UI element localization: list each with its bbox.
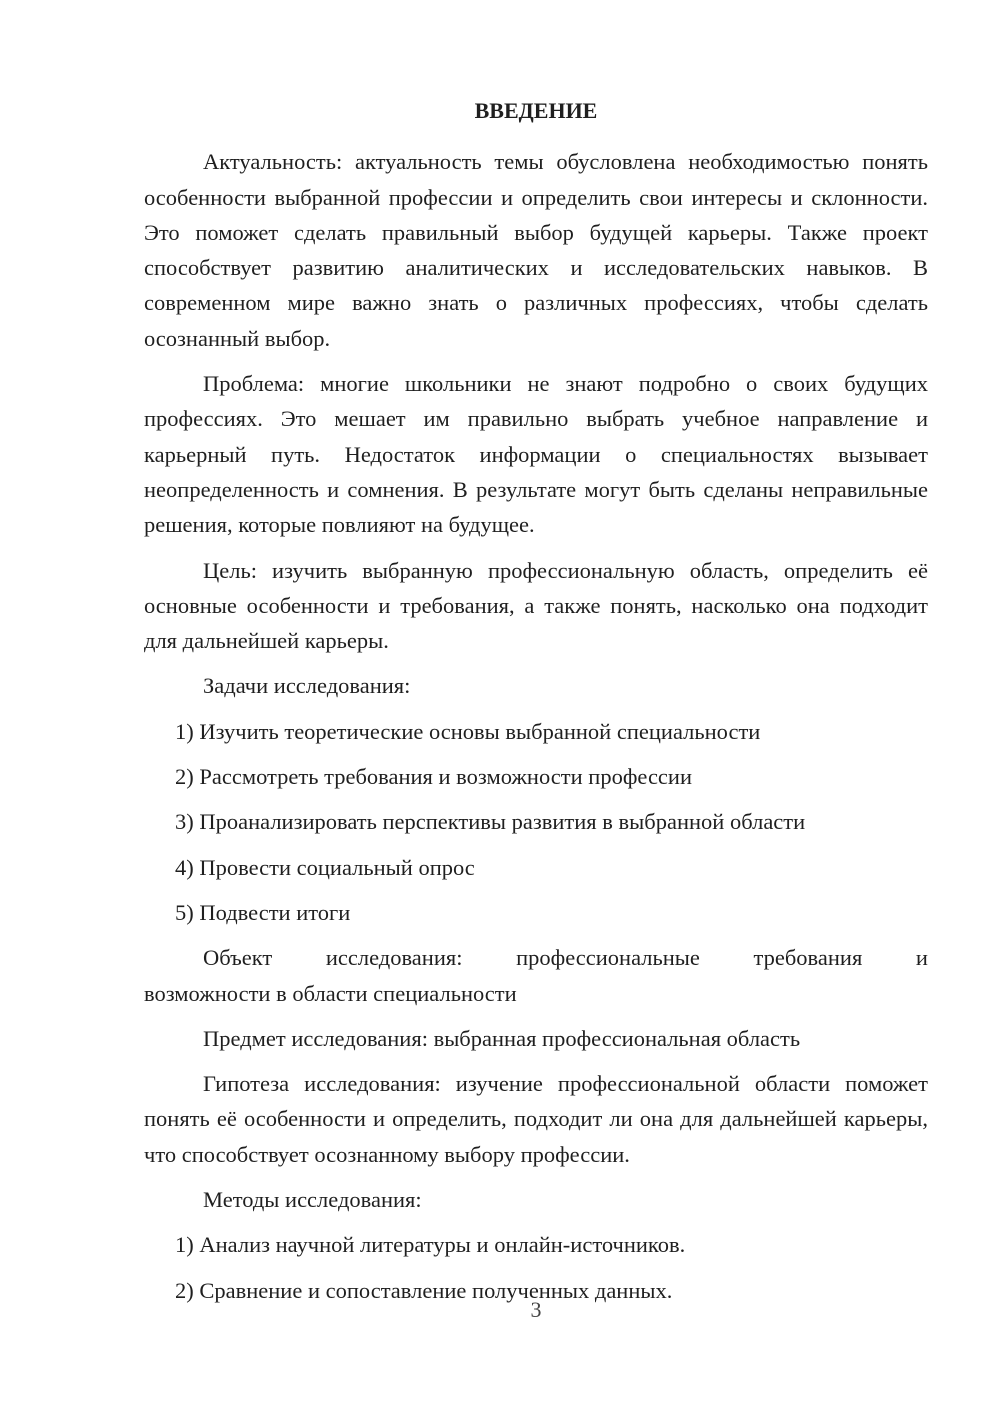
object-rest-line: возможности в области специальности (144, 980, 517, 1006)
hypothesis-paragraph: Гипотеза исследования: изучение профессиональной области поможет понять её особенности и определить, подходит ли она для дальнейшей карьеры, что способствует осознанному выбору профессии. (144, 1071, 928, 1167)
subject-line: Предмет исследования: выбранная профессиональная область (203, 1025, 801, 1051)
object-first-line (144, 940, 928, 975)
page-title: ВВЕДЕНИЕ (474, 98, 598, 123)
page-number: 3 (530, 1297, 542, 1322)
tasks-label: Задачи исследования: (203, 673, 411, 699)
object-paragraph (144, 940, 928, 1011)
object-word: исследования: (325, 945, 463, 971)
task-item: 1) Изучить теоретические основы выбранной специальности (175, 718, 761, 744)
object-word: требования (753, 945, 863, 971)
object-word: Объект (203, 945, 273, 971)
task-item: 4) Провести социальный опрос (175, 854, 475, 880)
object-word: и (915, 945, 928, 971)
method-item: 2) Сравнение и сопоставление полученных данных. (175, 1277, 673, 1303)
relevance-paragraph: Актуальность: актуальность темы обусловлена необходимостью понять особенности выбранной профессии и определить свои интересы и склонности. Это поможет сделать правильный выбор будущей карьеры. Также проект способствует развитию аналитических и исследовательских навыков. В современном мире важно знать о различных профессиях, чтобы сделать осознанный выбор. (144, 149, 928, 351)
task-item: 2) Рассмотреть требования и возможности профессии (175, 764, 692, 790)
goal-paragraph: Цель: изучить выбранную профессиональную область, определить её основные особенности и требования, а также понять, насколько она подходит для дальнейшей карьеры. (144, 557, 928, 654)
methods-label: Методы исследования: (203, 1187, 422, 1213)
task-item: 3) Проанализировать перспективы развития в выбранной области (175, 809, 806, 835)
problem-paragraph: Проблема: многие школьники не знают подробно о своих будущих профессиях. Это мешает им правильно выбрать учебное направление и карьерный путь. Недостаток информации о специальностях вызывает неопределенность и сомнения. В результате могут быть сделаны неправильные решения, которые повлияют на будущее. (144, 371, 928, 538)
object-word: профессиональные (516, 945, 700, 971)
page-content (144, 93, 928, 1318)
method-item: 1) Анализ научной литературы и онлайн-источников. (175, 1232, 686, 1258)
task-item: 5) Подвести итоги (175, 899, 351, 925)
